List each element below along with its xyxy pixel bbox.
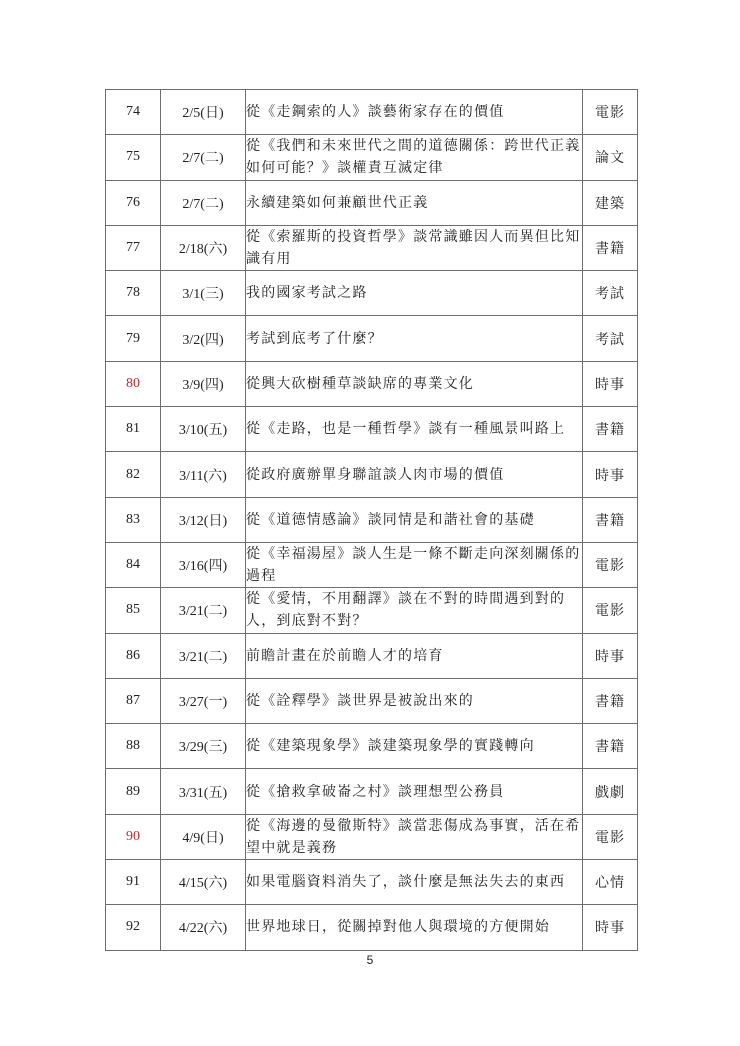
table-row	[106, 769, 638, 814]
entry-topic: 從政府廣辦單身聯誼談人肉市場的價值	[246, 452, 583, 497]
entry-date: 4/15(六)	[161, 860, 246, 905]
entry-date: 3/11(六)	[161, 452, 246, 497]
entry-category: 考試	[583, 316, 638, 361]
entry-number: 86	[106, 633, 161, 678]
entry-topic: 我的國家考試之路	[246, 271, 583, 316]
entry-category: 書籍	[583, 225, 638, 270]
table-row	[106, 271, 638, 316]
entry-number: 75	[106, 135, 161, 180]
entry-date: 3/27(一)	[161, 678, 246, 723]
table-body	[106, 90, 638, 951]
table-row	[106, 135, 638, 180]
entry-topic: 從《海邊的曼徹斯特》談當悲傷成為事實，活在希望中就是義務	[246, 814, 583, 859]
article-log-table	[105, 89, 638, 951]
entry-category: 考試	[583, 271, 638, 316]
entry-number-highlighted: 80	[106, 361, 161, 406]
entry-number: 76	[106, 180, 161, 225]
entry-category: 建築	[583, 180, 638, 225]
entry-number: 82	[106, 452, 161, 497]
entry-category: 電影	[583, 588, 638, 633]
entry-date: 3/1(三)	[161, 271, 246, 316]
table-row	[106, 407, 638, 452]
entry-category: 時事	[583, 633, 638, 678]
entry-topic: 世界地球日，從關掉對他人與環境的方便開始	[246, 905, 583, 950]
entry-date: 3/21(二)	[161, 588, 246, 633]
entry-number-highlighted: 90	[106, 814, 161, 859]
entry-category: 書籍	[583, 407, 638, 452]
table-row	[106, 452, 638, 497]
table-row	[106, 633, 638, 678]
entry-date: 3/9(四)	[161, 361, 246, 406]
entry-topic: 從《詮釋學》談世界是被說出來的	[246, 678, 583, 723]
entry-date: 4/22(六)	[161, 905, 246, 950]
entry-number: 79	[106, 316, 161, 361]
entry-number: 85	[106, 588, 161, 633]
entry-category: 電影	[583, 814, 638, 859]
entry-topic: 從興大砍樹種草談缺席的專業文化	[246, 361, 583, 406]
entry-topic: 從《道德情感論》談同情是和諧社會的基礎	[246, 497, 583, 542]
entry-number: 81	[106, 407, 161, 452]
entry-category: 書籍	[583, 724, 638, 769]
table-row	[106, 678, 638, 723]
table-row	[106, 90, 638, 135]
entry-category: 電影	[583, 542, 638, 587]
table-row	[106, 905, 638, 950]
entry-category: 時事	[583, 452, 638, 497]
entry-date: 3/2(四)	[161, 316, 246, 361]
entry-category: 心情	[583, 860, 638, 905]
entry-number: 77	[106, 225, 161, 270]
entry-date: 3/10(五)	[161, 407, 246, 452]
entry-number: 89	[106, 769, 161, 814]
entry-date: 2/7(二)	[161, 135, 246, 180]
entry-topic: 從《幸福湯屋》談人生是一條不斷走向深刻關係的過程	[246, 542, 583, 587]
entry-number: 84	[106, 542, 161, 587]
entry-date: 4/9(日)	[161, 814, 246, 859]
table-row	[106, 361, 638, 406]
entry-number: 92	[106, 905, 161, 950]
table-row	[106, 225, 638, 270]
entry-topic: 從《我們和未來世代之間的道德關係：跨世代正義如何可能？》談權責互滅定律	[246, 135, 583, 180]
entry-topic: 如果電腦資料消失了，談什麼是無法失去的東西	[246, 860, 583, 905]
entry-topic: 從《搶救拿破崙之村》談理想型公務員	[246, 769, 583, 814]
table-row	[106, 588, 638, 633]
entry-date: 2/18(六)	[161, 225, 246, 270]
entry-date: 2/5(日)	[161, 90, 246, 135]
entry-topic: 從《索羅斯的投資哲學》談常識雖因人而異但比知識有用	[246, 225, 583, 270]
entry-topic: 從《愛情，不用翻譯》談在不對的時間遇到對的人，到底對不對？	[246, 588, 583, 633]
entry-date: 3/29(三)	[161, 724, 246, 769]
table-row	[106, 860, 638, 905]
entry-category: 戲劇	[583, 769, 638, 814]
entry-date: 2/7(二)	[161, 180, 246, 225]
entry-number: 91	[106, 860, 161, 905]
entry-number: 88	[106, 724, 161, 769]
entry-category: 時事	[583, 361, 638, 406]
entry-date: 3/16(四)	[161, 542, 246, 587]
entry-category: 時事	[583, 905, 638, 950]
table-row	[106, 316, 638, 361]
table-row	[106, 724, 638, 769]
entry-topic: 前瞻計畫在於前瞻人才的培育	[246, 633, 583, 678]
page-number: 5	[366, 953, 374, 967]
entry-category: 書籍	[583, 678, 638, 723]
entry-number: 83	[106, 497, 161, 542]
entry-category: 電影	[583, 90, 638, 135]
entry-number: 78	[106, 271, 161, 316]
entry-date: 3/12(日)	[161, 497, 246, 542]
entry-topic: 從《建築現象學》談建築現象學的實踐轉向	[246, 724, 583, 769]
entry-number: 74	[106, 90, 161, 135]
entry-date: 3/31(五)	[161, 769, 246, 814]
entry-date: 3/21(二)	[161, 633, 246, 678]
table-row	[106, 814, 638, 859]
table-row	[106, 180, 638, 225]
entry-number: 87	[106, 678, 161, 723]
entry-topic: 永續建築如何兼顧世代正義	[246, 180, 583, 225]
table-row	[106, 542, 638, 587]
entry-topic: 從《走鋼索的人》談藝術家存在的價值	[246, 90, 583, 135]
entry-category: 書籍	[583, 497, 638, 542]
entry-topic: 從《走路，也是一種哲學》談有一種風景叫路上	[246, 407, 583, 452]
entry-topic: 考試到底考了什麼？	[246, 316, 583, 361]
table-row	[106, 497, 638, 542]
entry-category: 論文	[583, 135, 638, 180]
